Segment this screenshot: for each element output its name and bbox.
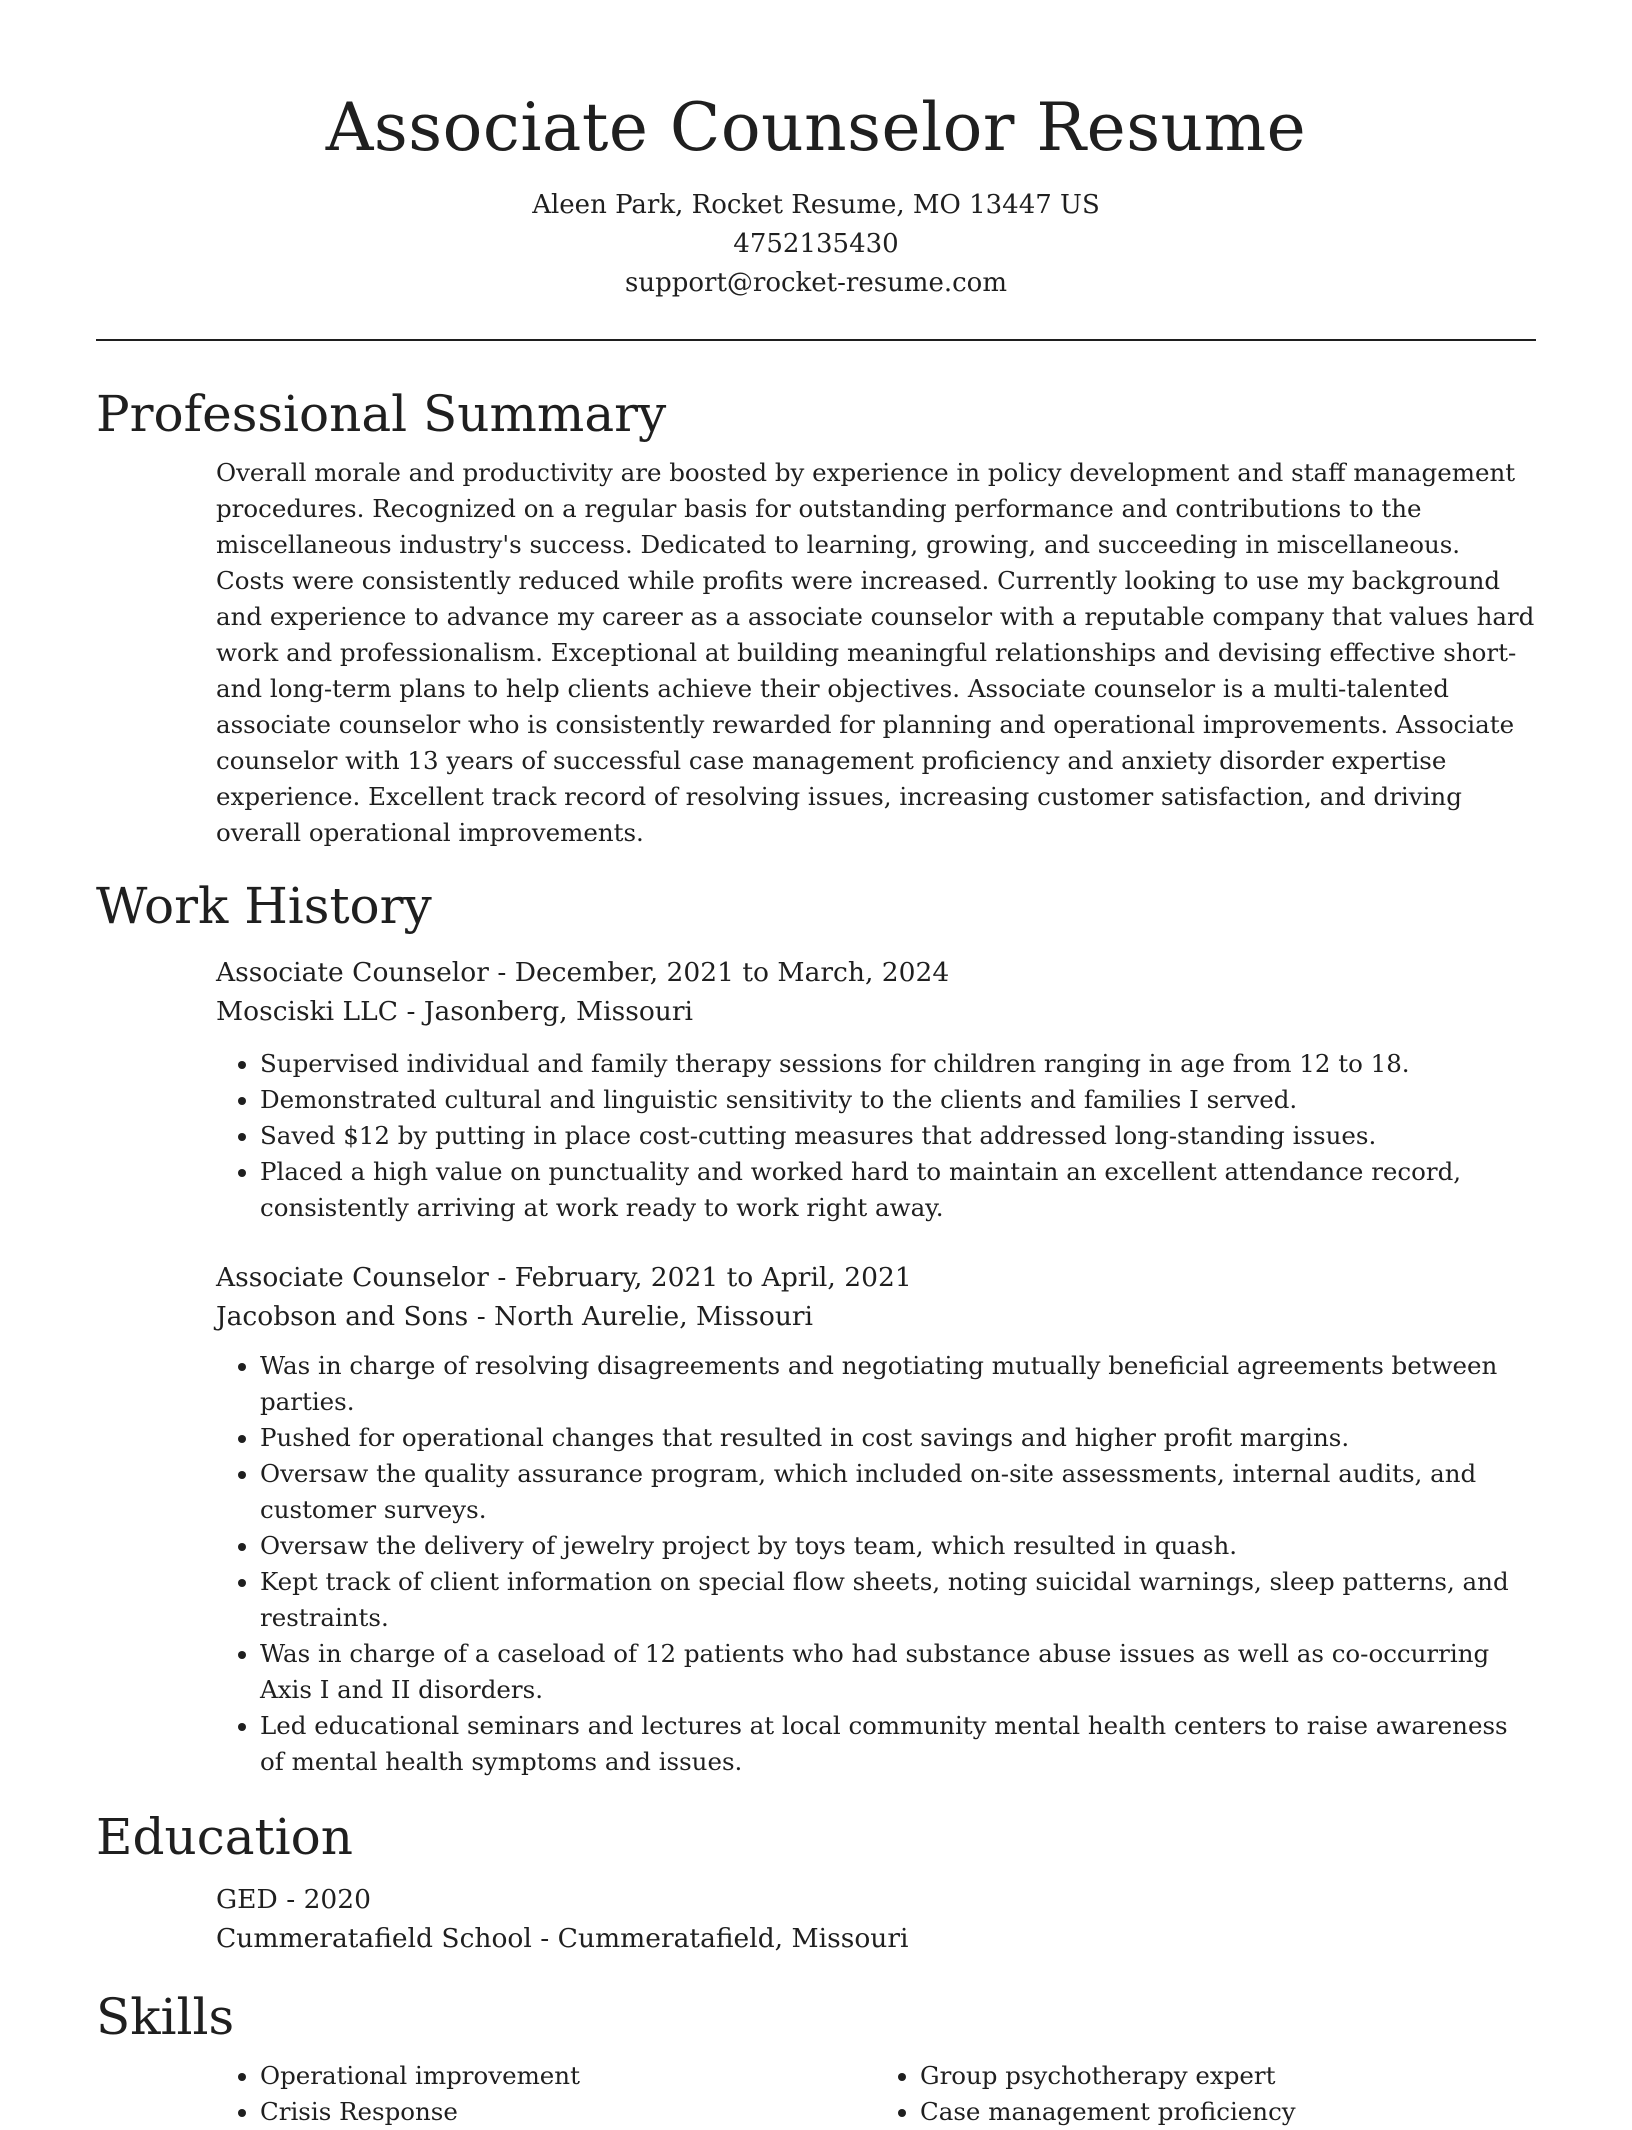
list-item: • Oversaw the quality assurance program, which included on-site assessments, internal audits, and customer surveys.	[260, 1456, 1536, 1528]
school-location: - Cummeratafield, Missouri	[531, 1923, 909, 1954]
job-location: - North Aurelie, Missouri	[468, 1301, 814, 1332]
work-history-heading: Work History	[96, 877, 432, 935]
degree-line	[216, 1880, 1536, 1919]
contact-email: support@rocket-resume.com	[624, 268, 1007, 298]
job-entry	[216, 953, 1536, 1226]
job-company-line	[216, 992, 1536, 1031]
job-title-line	[216, 1258, 1536, 1297]
list-item: • Operational improvement	[260, 2058, 876, 2094]
resume-header	[96, 0, 1536, 303]
job-company-line	[216, 1297, 1536, 1336]
summary-heading: Professional Summary	[96, 385, 667, 443]
summary-section	[96, 381, 1536, 851]
school-name: Cummeratafield School	[216, 1923, 532, 1954]
list-item: • Placed a high value on punctuality and worked hard to maintain an excellent attendance record, consistently arriving at work ready to work right away.	[260, 1154, 1536, 1226]
list-item: • Crisis Response	[260, 2094, 876, 2130]
summary-text: Overall morale and productivity are boosted by experience in policy development and staff management procedures. Recognized on a regular basis for outstanding performance and contributions to the miscellaneous industry's success. Dedicated to learning, growing, and succeeding in miscellaneous. Costs were consistently reduced while profits were increased. Currently looking to use my background and experience to advance my career as a associate counselor with a reputable company that values hard work and professionalism. Exceptional at building meaningful relationships and devising effective short- and long-term plans to help clients achieve their objectives. Associate counselor is a multi-talented associate counselor who is consistently rewarded for planning and operational improvements. Associate counselor with 13 years of successful case management proficiency and anxiety disorder expertise experience. Excellent track record of resolving issues, increasing customer satisfaction, and driving overall operational improvements.	[216, 458, 1535, 847]
list-item: • Oversaw the delivery of jewelry project by toys team, which resulted in quash.	[260, 1528, 1536, 1564]
header-divider	[96, 339, 1536, 341]
job-bullets	[216, 1348, 1536, 1780]
degree-year: - 2020	[277, 1884, 372, 1915]
education-section	[96, 1804, 1536, 1958]
page-title: Associate Counselor Resume	[325, 89, 1307, 166]
list-item: • Saved $12 by putting in place cost-cutting measures that addressed long-standing issues.	[260, 1118, 1536, 1154]
school-line	[216, 1919, 1536, 1958]
job-title-line	[216, 953, 1536, 992]
job-title: Associate Counselor	[216, 957, 489, 988]
list-item: • Supervised individual and family therapy sessions for children ranging in age from 12 to 18.	[260, 1046, 1536, 1082]
degree: GED	[216, 1884, 278, 1915]
skills-column-right	[876, 2058, 1536, 2130]
job-dates: - December, 2021 to March, 2024	[488, 957, 950, 988]
job-company: Jacobson and Sons	[216, 1301, 469, 1332]
work-history-section	[96, 873, 1536, 1780]
list-item: • Group psychotherapy expert	[920, 2058, 1536, 2094]
job-title: Associate Counselor	[216, 1262, 489, 1293]
skills-section	[96, 1984, 1536, 2130]
job-entry	[216, 1258, 1536, 1780]
list-item: • Demonstrated cultural and linguistic sensitivity to the clients and families I served.	[260, 1082, 1536, 1118]
skills-list	[216, 2058, 1536, 2130]
job-bullets	[216, 1046, 1536, 1226]
education-heading: Education	[96, 1808, 353, 1866]
skills-heading: Skills	[96, 1988, 235, 2046]
list-item: • Was in charge of resolving disagreements and negotiating mutually beneficial agreements between parties.	[260, 1348, 1536, 1420]
contact-phone: 4752135430	[733, 229, 899, 259]
contact-address: Aleen Park, Rocket Resume, MO 13447 US	[532, 190, 1100, 220]
resume-page	[96, 0, 1536, 2130]
job-company: Mosciski LLC	[216, 996, 399, 1027]
list-item: • Was in charge of a caseload of 12 patients who had substance abuse issues as well as co-occurring Axis I and II disorders.	[260, 1636, 1536, 1708]
list-item: • Led educational seminars and lectures at local community mental health centers to raise awareness of mental health symptoms and issues.	[260, 1708, 1536, 1780]
job-dates: - February, 2021 to April, 2021	[488, 1262, 912, 1293]
job-location: - Jasonberg, Missouri	[398, 996, 693, 1027]
list-item: • Case management proficiency	[920, 2094, 1536, 2130]
skills-column-left	[216, 2058, 876, 2130]
list-item: • Kept track of client information on special flow sheets, noting suicidal warnings, sleep patterns, and restraints.	[260, 1564, 1536, 1636]
list-item: • Pushed for operational changes that resulted in cost savings and higher profit margins.	[260, 1420, 1536, 1456]
